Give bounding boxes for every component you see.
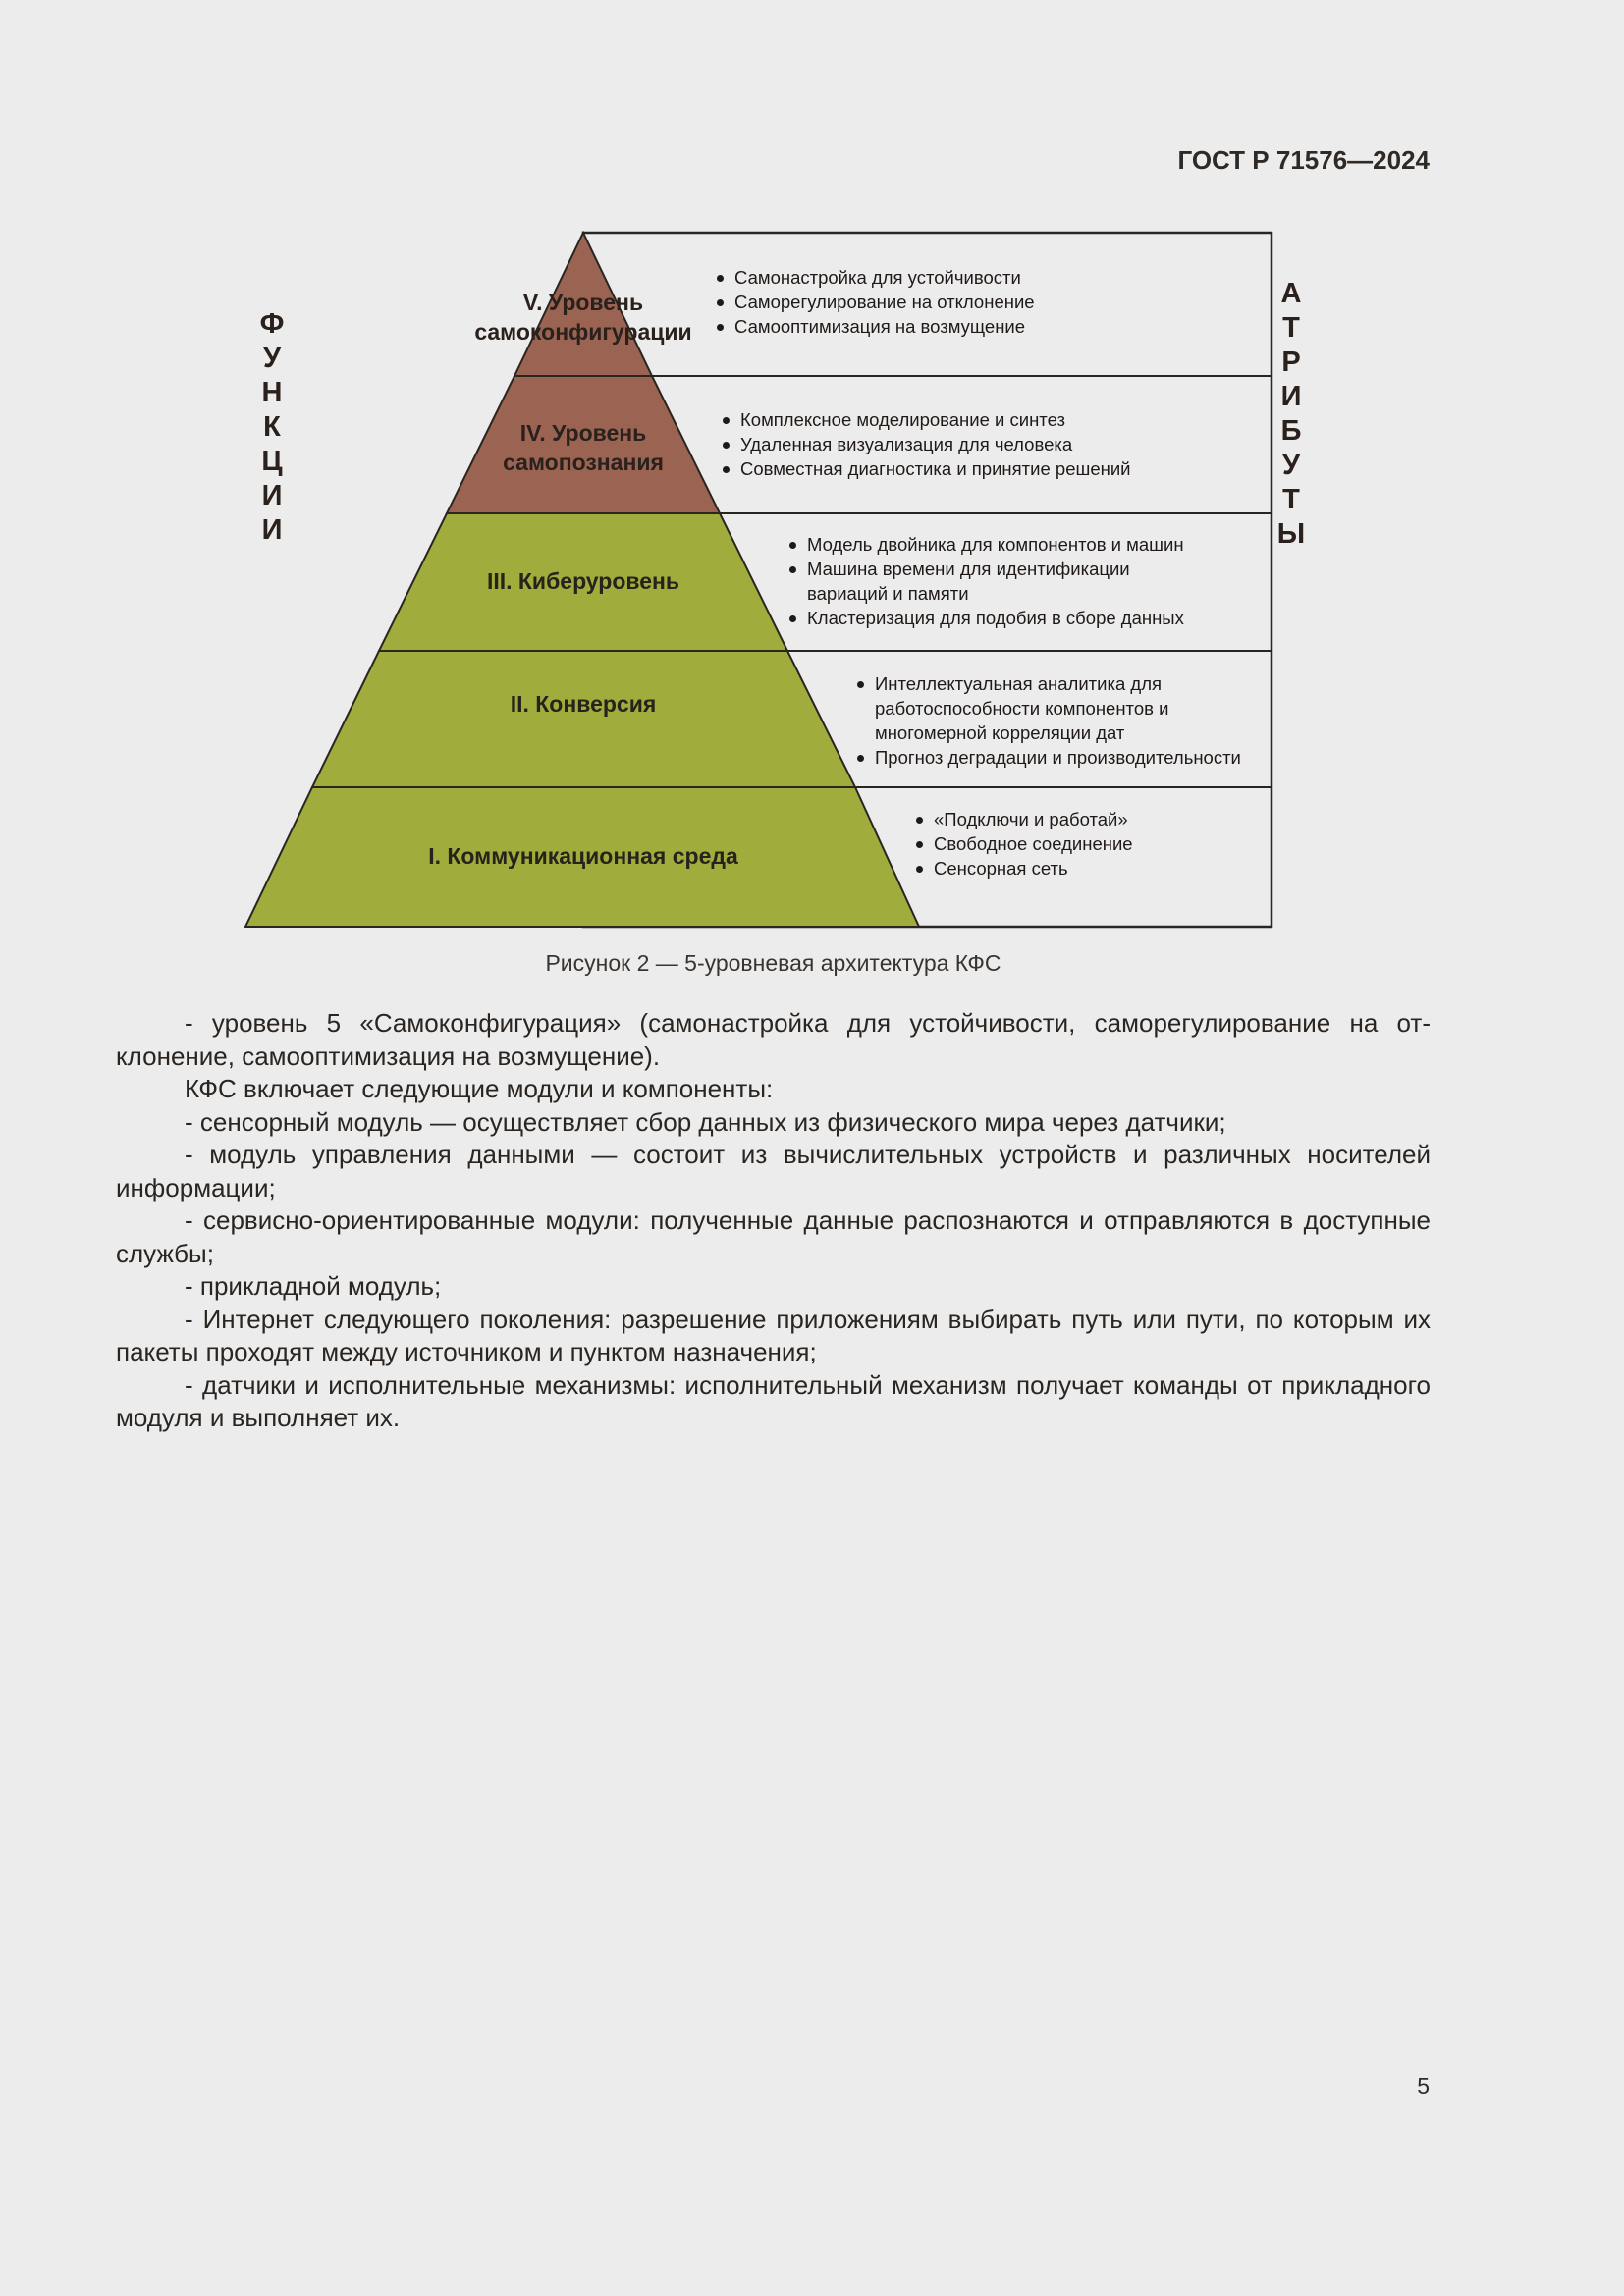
list-item: Совместная диагностика и принятие решений	[723, 456, 1174, 481]
level-5-label: V. Уровень самоконфигурации	[474, 290, 692, 345]
paragraph: - Интернет следующего поколения: разрешение приложениям выбирать путь или пути, по которым их пакеты проходят между источником и пунктом назначения;	[116, 1304, 1431, 1366]
pyramid-level-2	[312, 651, 855, 787]
document-id: ГОСТ Р 71576—2024	[1177, 145, 1430, 175]
list-item: Комплексное моделирование и синтез	[723, 407, 1174, 432]
list-item: Прогноз деградации и производительности	[857, 745, 1270, 770]
level-4-label: IV. Уровень самопознания	[503, 420, 664, 475]
list-item: Интеллектуальная аналитика для работоспособности компонентов и многомерной корреляции дат	[857, 671, 1199, 745]
paragraph: КФС включает следующие модули и компоненты:	[185, 1074, 774, 1103]
paragraph: - уровень 5 «Самоконфигурация» (самонастройка для устойчивости, саморегулирование на отклонение, самооптимизация на возмущение).	[116, 1008, 1431, 1071]
functions-vertical-label: ФУНКЦИИ	[259, 308, 285, 546]
list-item: Саморегулирование на отклонение	[717, 290, 1110, 314]
paragraph: - сенсорный модуль — осуществляет сбор данных из физического мира через датчики;	[185, 1106, 1226, 1137]
list-item: Кластеризация для подобия в сборе данных	[789, 606, 1231, 630]
list-item: Сенсорная сеть	[916, 856, 1230, 881]
list-item: Модель двойника для компонентов и машин	[789, 532, 1231, 557]
list-item: Самооптимизация на возмущение	[717, 314, 1110, 339]
pyramid-diagram	[0, 0, 1624, 991]
list-item: «Подключи и работай»	[916, 807, 1230, 831]
level-1-attributes	[916, 807, 1230, 881]
level-2-attributes	[857, 671, 1270, 770]
paragraph: - датчики и исполнительные механизмы: исполнительный механизм получает команды от прикладного модуля и выполняет их.	[116, 1369, 1431, 1432]
figure-caption: Рисунок 2 — 5-уровневая архитектура КФС	[545, 950, 1001, 976]
list-item: Удаленная визуализация для человека	[723, 432, 1174, 456]
list-item: Свободное соединение	[916, 831, 1230, 856]
page-number: 5	[1417, 2073, 1430, 2099]
paragraph: - модуль управления данными — состоит из вычислительных устройств и различных носителей информации;	[116, 1140, 1431, 1202]
level-3-label: III. Киберуровень	[486, 568, 680, 594]
body-text	[116, 1007, 1431, 1435]
list-item: Самонастройка для устойчивости	[717, 265, 1110, 290]
level-1-label: I. Коммуникационная среда	[428, 843, 738, 869]
level-3-attributes	[789, 532, 1231, 630]
attributes-vertical-label: АТРИБУТЫ	[1276, 278, 1306, 550]
paragraph: - сервисно-ориентированные модули: полученные данные распознаются и отправляются в доступные службы;	[116, 1205, 1431, 1268]
pyramid-figure	[0, 0, 1624, 991]
level-2-label: II. Конверсия	[510, 691, 657, 717]
paragraph: - прикладной модуль;	[185, 1271, 442, 1301]
list-item: Машина времени для идентификации вариаций и памяти	[789, 557, 1161, 606]
level-5-attributes	[717, 265, 1110, 339]
level-4-attributes	[723, 407, 1174, 481]
